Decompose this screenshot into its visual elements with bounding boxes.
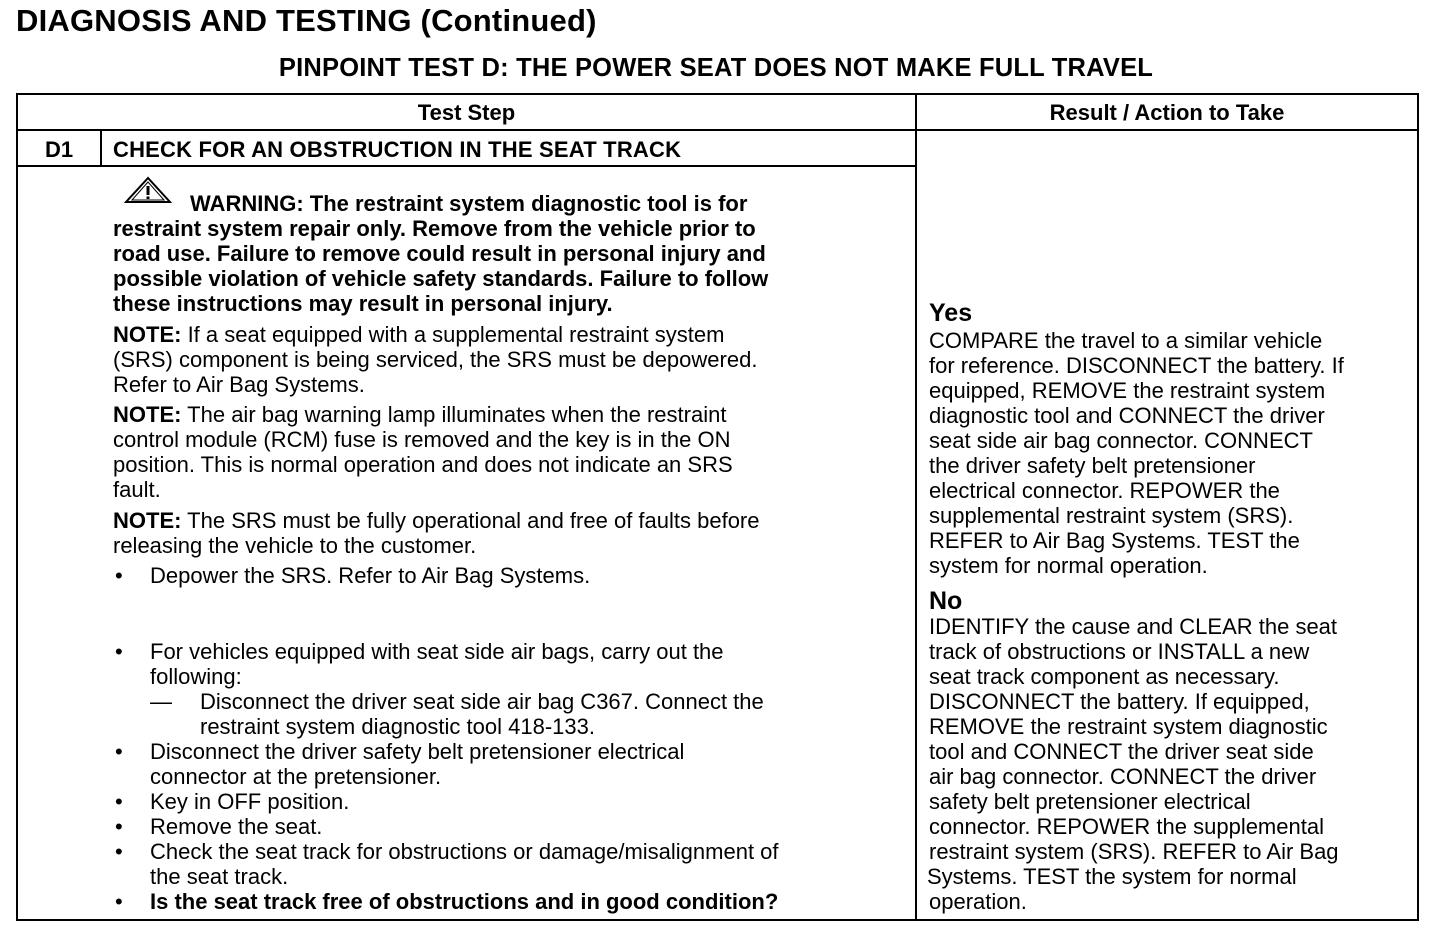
- bullet-icon: •: [115, 563, 123, 588]
- result-yes-label: Yes: [929, 299, 973, 327]
- dash-icon: —: [150, 689, 172, 714]
- result-no-text: IDENTIFY the cause and CLEAR the seat: [929, 614, 1338, 639]
- result-yes-text: equipped, REMOVE the restraint system: [929, 378, 1326, 403]
- note-text: The SRS must be fully operational and free of faults before: [181, 508, 760, 533]
- result-yes-text: system for normal operation.: [929, 553, 1208, 578]
- result-no-text: safety belt pretensioner electrical: [929, 789, 1251, 814]
- page-title: DIAGNOSIS AND TESTING (Continued): [16, 3, 597, 38]
- step-instruction: following:: [150, 664, 242, 689]
- step-sub-instruction: Disconnect the driver seat side air bag C367. Connect the: [200, 689, 764, 714]
- note-text: The air bag warning lamp illuminates when the restraint: [181, 402, 727, 427]
- result-no-text: air bag connector. CONNECT the driver: [929, 764, 1317, 789]
- column-divider: [915, 95, 917, 919]
- note-text: releasing the vehicle to the customer.: [113, 533, 477, 558]
- step-id: D1: [44, 137, 74, 162]
- step-instruction: Depower the SRS. Refer to Air Bag Systems.: [150, 563, 591, 588]
- result-yes-text: for reference. DISCONNECT the battery. If: [929, 353, 1344, 378]
- step-instruction: For vehicles equipped with seat side air bags, carry out the: [150, 639, 724, 664]
- result-no-label: No: [929, 587, 963, 615]
- header-row-divider: [18, 129, 1417, 131]
- step-title: CHECK FOR AN OBSTRUCTION IN THE SEAT TRACK: [113, 137, 682, 162]
- result-yes-text: the driver safety belt pretensioner: [929, 453, 1256, 478]
- result-yes-text: COMPARE the travel to a similar vehicle: [929, 328, 1323, 353]
- step-id-divider: [100, 129, 102, 167]
- warning-text: road use. Failure to remove could result in personal injury and: [113, 241, 766, 266]
- result-no-text: tool and CONNECT the driver seat side: [929, 739, 1314, 764]
- warning-text: restraint system repair only. Remove from the vehicle prior to: [113, 216, 756, 241]
- step-instruction: connector at the pretensioner.: [150, 764, 442, 789]
- note-label: NOTE:: [113, 508, 182, 533]
- step-instruction: Key in OFF position.: [150, 789, 350, 814]
- note-3: [113, 508, 760, 533]
- step-instruction: Disconnect the driver safety belt pretensioner electrical: [150, 739, 685, 764]
- note-text: position. This is normal operation and does not indicate an SRS: [113, 452, 733, 477]
- result-no-text: track of obstructions or INSTALL a new: [929, 639, 1310, 664]
- note-text: If a seat equipped with a supplemental restraint system: [181, 322, 725, 347]
- note-1: [113, 322, 724, 347]
- note-label: NOTE:: [113, 402, 182, 427]
- pinpoint-test-title: PINPOINT TEST D: THE POWER SEAT DOES NOT MAKE FULL TRAVEL: [278, 54, 1154, 82]
- header-test-step: Test Step: [417, 100, 516, 125]
- result-no-text: restraint system (SRS). REFER to Air Bag: [929, 839, 1339, 864]
- warning-triangle-icon: [124, 176, 172, 204]
- note-2: [113, 402, 726, 427]
- result-no-text: seat track component as necessary.: [929, 664, 1280, 689]
- result-no-text: connector. REPOWER the supplemental: [929, 814, 1324, 839]
- result-no-text: DISCONNECT the battery. If equipped,: [929, 689, 1310, 714]
- result-yes-text: supplemental restraint system (SRS).: [929, 503, 1294, 528]
- result-no-text: Systems. TEST the system for normal: [927, 864, 1297, 889]
- note-label: NOTE:: [113, 322, 182, 347]
- note-text: (SRS) component is being serviced, the SRS must be depowered.: [113, 347, 758, 372]
- step-question: Is the seat track free of obstructions and in good condition?: [150, 889, 779, 914]
- header-result-action: Result / Action to Take: [1049, 100, 1285, 125]
- pinpoint-test-table: [16, 93, 1419, 921]
- bullet-icon: •: [115, 839, 123, 864]
- step-instruction: Check the seat track for obstructions or damage/misalignment of: [150, 839, 779, 864]
- note-text: Refer to Air Bag Systems.: [113, 372, 365, 397]
- bullet-icon: •: [115, 889, 123, 914]
- result-yes-text: electrical connector. REPOWER the: [929, 478, 1280, 503]
- result-no-text: operation.: [929, 889, 1027, 914]
- step-instruction: the seat track.: [150, 864, 289, 889]
- bullet-icon: •: [115, 639, 123, 664]
- result-yes-text: diagnostic tool and CONNECT the driver: [929, 403, 1325, 428]
- step-sub-instruction: restraint system diagnostic tool 418-133.: [200, 714, 595, 739]
- note-text: fault.: [113, 477, 161, 502]
- result-no-text: REMOVE the restraint system diagnostic: [929, 714, 1328, 739]
- step-instruction: Remove the seat.: [150, 814, 323, 839]
- bullet-icon: •: [115, 789, 123, 814]
- bullet-icon: •: [115, 814, 123, 839]
- note-text: control module (RCM) fuse is removed and the key is in the ON: [113, 427, 731, 452]
- result-yes-text: REFER to Air Bag Systems. TEST the: [929, 528, 1300, 553]
- warning-text: WARNING: The restraint system diagnostic tool is for: [190, 191, 748, 216]
- warning-text: possible violation of vehicle safety standards. Failure to follow: [113, 266, 769, 291]
- warning-text: these instructions may result in personal injury.: [113, 291, 613, 316]
- result-yes-text: seat side air bag connector. CONNECT: [929, 428, 1313, 453]
- bullet-icon: •: [115, 739, 123, 764]
